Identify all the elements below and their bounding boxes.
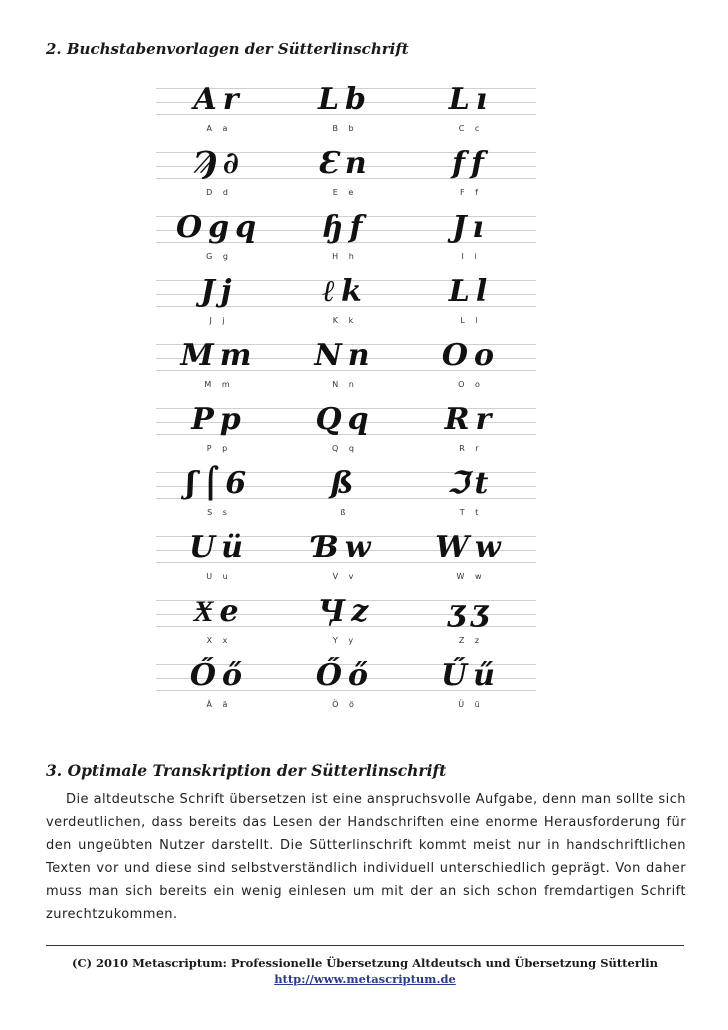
script-glyph: ff [452, 146, 490, 181]
letter-cell [408, 272, 534, 334]
script-glyph: Ogq [175, 210, 263, 245]
letter-cell [156, 272, 282, 334]
letter-label: Ö ö [332, 700, 358, 709]
letter-cell [156, 144, 282, 206]
letter-label: A a [206, 124, 232, 133]
script-glyph: Ɛn [317, 146, 373, 181]
letter-label: F f [460, 188, 482, 197]
letter-label: P p [206, 444, 232, 453]
letter-label: ß [340, 508, 350, 517]
letter-label: G g [206, 252, 232, 261]
script-glyph: Jı [452, 210, 490, 245]
script-glyph: Rr [444, 402, 498, 437]
footer-divider [46, 945, 684, 946]
letter-row [156, 80, 536, 142]
letter-cell [408, 336, 534, 398]
script-glyph: Jj [200, 274, 238, 309]
letter-label: V v [332, 572, 358, 581]
script-glyph: Nn [314, 338, 376, 373]
letter-cell [282, 336, 408, 398]
letter-cell [408, 464, 534, 526]
script-glyph: Ӌz [315, 594, 375, 629]
letter-cell [408, 592, 534, 654]
letter-label: T t [459, 508, 483, 517]
section-3-heading: 3. Optimale Transkription der Sütterlinschrift [46, 761, 447, 780]
script-glyph: ɧf [321, 210, 369, 245]
letter-label: S s [207, 508, 231, 517]
letter-cell [282, 400, 408, 462]
script-glyph: Lb [317, 82, 373, 117]
letter-cell [156, 400, 282, 462]
page-footer [46, 955, 684, 987]
letter-label: D d [206, 188, 232, 197]
script-glyph: ʃ⌠6 [185, 466, 253, 501]
letter-row [156, 528, 536, 590]
letter-label: C c [458, 124, 484, 133]
footer-copyright: (C) 2010 Metascriptum: Professionelle Übersetzung Altdeutsch und Übersetzung Sütterlin [72, 956, 658, 970]
letter-cell [282, 464, 408, 526]
script-glyph: Ɓw [313, 530, 377, 565]
script-glyph: Őő [189, 658, 249, 693]
section-2-heading: 2. Buchstabenvorlagen der Sütterlinschrift [46, 40, 409, 58]
letter-row [156, 208, 536, 270]
letter-label: Y y [332, 636, 358, 645]
letter-cell [282, 528, 408, 590]
letter-label: B b [332, 124, 358, 133]
letter-cell [156, 656, 282, 718]
letter-row [156, 272, 536, 334]
transcription-paragraph [46, 788, 686, 926]
letter-label: W w [456, 572, 486, 581]
letter-row [156, 464, 536, 526]
script-glyph: Qq [315, 402, 375, 437]
letter-label: Z z [458, 636, 484, 645]
letter-row [156, 336, 536, 398]
script-glyph: ℓk [322, 274, 368, 309]
suetterlin-letter-chart [156, 80, 536, 720]
letter-row [156, 592, 536, 654]
footer-link[interactable]: http://www.metascriptum.de [274, 972, 456, 986]
letter-cell [282, 656, 408, 718]
letter-label: R r [459, 444, 483, 453]
letter-label: L l [460, 316, 482, 325]
letter-label: X x [206, 636, 232, 645]
script-glyph: Oo [441, 338, 501, 373]
letter-label: I i [461, 252, 481, 261]
letter-row [156, 656, 536, 718]
script-glyph: Ar [193, 82, 245, 117]
script-glyph: Ww [435, 530, 507, 565]
letter-cell [156, 80, 282, 142]
letter-cell [282, 80, 408, 142]
letter-cell [408, 144, 534, 206]
letter-label: H h [332, 252, 358, 261]
letter-label: O o [458, 380, 484, 389]
letter-cell [408, 400, 534, 462]
letter-cell [156, 464, 282, 526]
letter-cell [282, 144, 408, 206]
paragraph-text: Die altdeutsche Schrift übersetzen ist eine anspruchsvolle Aufgabe, denn man sollte sich verdeutlichen, dass bereits das Lesen der Handschriften eine enorme Herausforderung für den ungeübten Nutzer darstellt. Die Sütterlinschrift kommt meist nur in handschriftlichen Texten vor und diese sind selbstverständlich individuell unterschiedlich geprägt. Von daher muss man sich bereits ein wenig einlesen um mit der an sich schon fremdartigen Schrift zurechtzukommen. [46, 792, 686, 922]
letter-label: K k [332, 316, 358, 325]
letter-cell [156, 592, 282, 654]
script-glyph: Ll [448, 274, 494, 309]
script-glyph: ℑt [447, 466, 495, 501]
letter-label: E e [332, 188, 358, 197]
letter-cell [282, 592, 408, 654]
letter-cell [156, 336, 282, 398]
script-glyph: Mm [180, 338, 258, 373]
letter-label: Ü ü [458, 700, 484, 709]
script-glyph: ʒʒ [447, 594, 495, 629]
letter-cell [408, 208, 534, 270]
letter-label: J j [209, 316, 229, 325]
letter-cell [156, 208, 282, 270]
script-glyph: Lı [448, 82, 494, 117]
script-glyph: Pp [191, 402, 247, 437]
letter-cell [282, 272, 408, 334]
letter-cell [408, 80, 534, 142]
letter-row [156, 144, 536, 206]
script-glyph: Űű [441, 658, 501, 693]
script-glyph: Uü [189, 530, 249, 565]
script-glyph: Őő [315, 658, 375, 693]
letter-label: U u [206, 572, 232, 581]
letter-label: Q q [332, 444, 358, 453]
letter-label: Ä ä [206, 700, 232, 709]
script-glyph: Ϡ∂ [193, 146, 245, 181]
letter-label: M m [204, 380, 234, 389]
letter-cell [156, 528, 282, 590]
letter-row [156, 400, 536, 462]
script-glyph: ß [330, 466, 360, 501]
letter-cell [408, 656, 534, 718]
letter-cell [408, 528, 534, 590]
letter-label: N n [332, 380, 358, 389]
letter-cell [282, 208, 408, 270]
script-glyph: Ӿe [193, 594, 245, 629]
